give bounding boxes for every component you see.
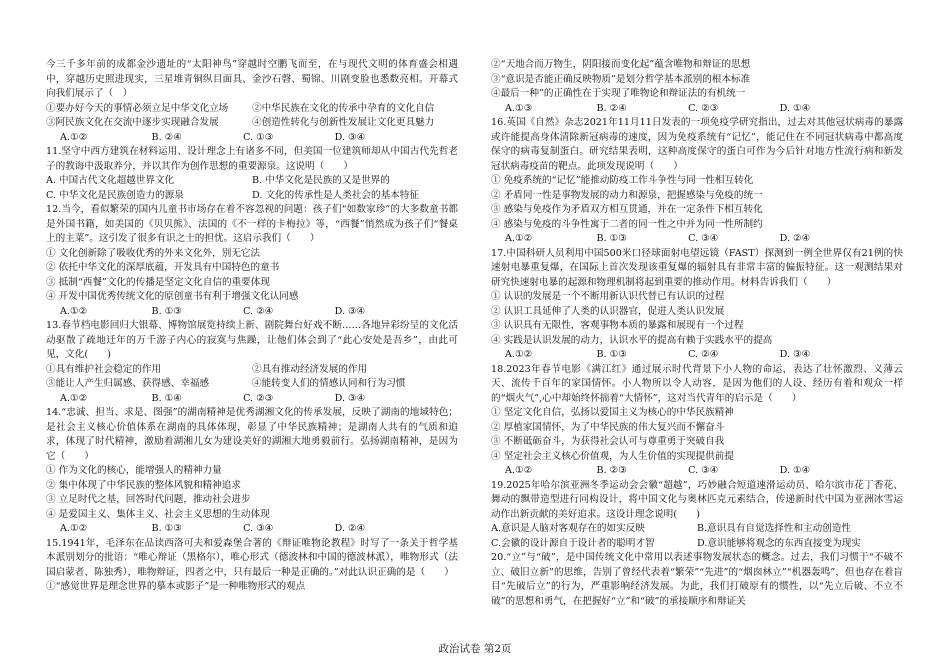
answer-choice: B. ①③: [596, 233, 627, 244]
question-option: D.意识能够将观念的东西直接变为现实: [697, 537, 861, 549]
answer-choices: [491, 232, 903, 247]
answer-choices: [46, 305, 458, 320]
option-row: [46, 189, 458, 204]
question-option: ② 厚植家国情怀，为了中华民族的伟大复兴而不懈奋斗: [491, 421, 725, 433]
question-option: ④ 感染与免疫的斗争性寓于二者的同一性之中并为同一性所制约: [491, 218, 763, 230]
question-option: ① 文化创新除了吸收优秀的外来文化外，别无它法: [46, 247, 261, 259]
question-option: D. 文化的传承性是人类社会的基本特征: [252, 189, 419, 201]
question-block: [491, 116, 903, 247]
answer-choice: A.①②: [60, 523, 88, 534]
question-stem: 20.“立”与“破”，是中国传统文化中常用以表述事物发展状态的概念。过去，我们习惯于“不破不立、破旧立新”的思维，告别了曾经代表着“繁荣”“先进”的“烟囱林立”“机器轰鸣”，但也存在着盲目“先破后立”的行为，严重影响经济发展。为此，我们打破原有的惯性，以“先立后破、不立不破”的思想和勇气，在把握好“立”和“破”的承接顺序和辩证关: [491, 552, 903, 607]
answer-choice: C. ②③: [688, 102, 719, 114]
answer-choices: [46, 392, 458, 407]
question-option: ② 矛盾同一性是事物发展的动力和源泉，把握感染与免疫的统一: [491, 189, 763, 201]
answer-choice: A.①②: [505, 349, 533, 360]
question-option: ② 集中体现了中华民族的整体风貌和精神追求: [46, 479, 241, 491]
question-option: ③ 不断砥砺奋斗，为获得社会认可与尊重勇于突破自我: [491, 436, 725, 447]
question-option: A.意识是人脑对客观存在的如实反映: [491, 523, 645, 534]
answer-choice: A.①③: [505, 102, 533, 114]
page-footer: 政治试卷 第2页: [438, 643, 512, 655]
question-option: ④最后一种”的正确性在于实现了唯物论和辩证法的有机统一: [491, 88, 746, 99]
question-option: ②具有推动经济发展的作用: [252, 363, 368, 375]
question-option: ④ 开发中国优秀传统文化的原创童书有利于增强文化认同感: [46, 291, 299, 302]
question-option: ③ 抵制“西餐”文化的传播是坚定文化自信的重要体现: [46, 276, 270, 288]
answer-choices: [491, 102, 903, 117]
answer-choice: D. ①④: [779, 102, 811, 114]
option-row: [46, 377, 458, 392]
question-stem: 11.坚守中西方建筑在材料运用、设计理念上有诸多不同，但美国一位建筑师却从中国古代先哲老子的教诲中汲取养分，并以其作为创作思想的重要源泉。这说明（ ）: [46, 146, 458, 172]
answer-choice: D. ③④: [779, 349, 811, 360]
question-option: ①要办好今天的事情必须立足中华文化立场: [46, 102, 229, 114]
question-block: [46, 145, 458, 203]
answer-choice: B. ①③: [151, 523, 182, 534]
question-block: [46, 319, 458, 406]
question-option: ① 认识的发展是一个不断用新认识代替已有认识的过程: [491, 291, 725, 302]
question-stem: 19.2025年哈尔滨亚洲冬季运动会会徽“超越”，巧妙融合短道速滑运动员、哈尔滨市花丁香花、舞动的飘带造型进行同构设计，将中国文化与奥林匹克元素结合，传递新时代中国为亚洲冰雪运动作出新贡献的美好追求。这设计理念说明( ): [491, 479, 903, 520]
question-option: ④ 坚定社会主义核心价值观，为人生价值的实现提供前提: [491, 450, 734, 462]
question-option: ① 作为文化的核心，能增强人的精神力量: [46, 465, 222, 476]
question-stem: 17.中国科研人员利用中国500米口径球面射电望远镜（FAST）探测到一例全世界仅有21例的快速射电暴重复爆，在国际上首次发现该重复爆的辐射具有非常丰富的偏振特征。这一观测结果对研究快速射电暴的起源和物理机制将起到重要的推动作用。材料告诉我们（ ）: [491, 247, 903, 288]
option-row: [46, 174, 458, 189]
question-option: ④能转变人们的情感认同和行为习惯: [252, 378, 406, 389]
answer-choice: B. ②④: [151, 131, 182, 143]
question-option: ④ 是爱国主义、集体主义、社会主义思想的生动体现: [46, 508, 270, 520]
answer-choice: D. ③④: [334, 305, 366, 317]
question-option: C. 中华文化是民族创造力的源泉: [46, 189, 184, 201]
question-option: ①“感觉世界是理念世界的摹本或影子”是一种唯物形式的观点: [46, 581, 306, 592]
question-block: [46, 406, 458, 537]
question-stem: 14.“忠诚、担当、求是、图强”的湖南精神是优秀湖湘文化的传承发展，反映了湖南的地域特色；是社会主义核心价值体系在湖南的具体体现，彰显了中华民族精神；是湖南人共有的气质和追求，体现了时代精神，激励着湖湘儿女为建设美好的湖湘大地勇毅前行。弘扬湖南精神，是因为它（ ）: [46, 407, 458, 462]
option-row: [491, 522, 903, 537]
answer-choices: [46, 131, 458, 146]
question-option: ②“天地合而万物生，阴阳接而变化起”蕴含唯物和辩证的思想: [491, 59, 751, 70]
answer-choices: [491, 348, 903, 363]
question-option: ② 认识工具延伸了人类的认识器官，促进人类认识发展: [491, 305, 725, 317]
question-option: ③阿民族文化在交流中逐步实现融合发展: [46, 117, 219, 128]
answer-choice: A.①②: [60, 392, 88, 404]
answer-choice: D. ③④: [334, 131, 366, 143]
answer-choice: C. ②④: [688, 349, 719, 360]
question-block: [46, 537, 458, 595]
question-option: ③ 感染与免疫作为矛盾双方相互贯通，并在一定条件下相互转化: [491, 204, 763, 215]
question-block: [491, 247, 903, 363]
answer-choice: B. ②④: [596, 102, 627, 114]
option-row: [46, 116, 458, 131]
answer-choices: [46, 522, 458, 537]
question-option: ③ 认识具有无限性，客观事物本质的暴露和展现有一个过程: [491, 320, 744, 331]
question-option: ②中华民族在文化的传承中孕育的文化自信: [252, 102, 435, 114]
question-option: A. 中国古代文化超越世界文化: [46, 175, 175, 186]
answer-choice: D. ②④: [779, 233, 811, 244]
answer-choice: C. ②③: [243, 392, 274, 404]
question-option: B. 中华文化是民族的又是世界的: [252, 175, 390, 186]
answer-choice: B. ①③: [596, 349, 627, 360]
question-option: ③能让人产生归属感、获得感、幸福感: [46, 378, 210, 389]
right-column: [491, 58, 903, 609]
answer-choice: C. ①③: [243, 131, 274, 143]
answer-choices: [491, 464, 903, 479]
answer-choice: B. ①④: [151, 392, 182, 404]
answer-choice: A.①②: [505, 233, 533, 244]
option-row: [46, 363, 458, 378]
question-option: ① 免疫系统的“记忆”能推动防疫工作斗争性与同一性相互转化: [491, 175, 754, 186]
answer-choice: C. ②④: [243, 305, 274, 317]
answer-choice: A.①②: [60, 305, 88, 317]
option-row: [46, 102, 458, 117]
question-block: [491, 479, 903, 552]
question-stem: 今三千多年前的成都金沙遗址的“太阳神鸟”穿越时空鹏飞而至，在与现代文明的体育盛会相遇中，穿越历史照进现实，三星堆青铜纵目面具、金沙石磬、蜀锦、川剧变脸也悉数亮相。开幕式向我们展示了（ ）: [46, 59, 458, 99]
question-option: ①具有维护社会稳定的作用: [46, 363, 162, 375]
answer-choice: C. ③④: [688, 233, 719, 244]
answer-choice: D. ③④: [334, 392, 366, 404]
answer-choice: B. ①③: [151, 305, 182, 317]
option-row: [491, 537, 903, 552]
question-option: ① 坚定文化自信，弘扬以爱国主义为核心的中华民族精神: [491, 407, 734, 418]
question-block: [46, 58, 458, 145]
answer-choice: A.①②: [60, 131, 88, 143]
answer-choice: D. ②④: [334, 523, 366, 534]
answer-choice: D. ①④: [779, 465, 811, 476]
question-option: ③ 立足时代之基，回答时代问题，推动社会进步: [46, 494, 251, 505]
answer-choice: B. ②③: [596, 465, 627, 476]
question-stem: 12.当今，看似繁荣的国内儿童书市场存在着不容忽视的问题：孩子们“如数家珍”的大多数童书都是外国书籍，如美国的《贝贝熊》、法国的《不一样的卡梅拉》等，“西餐”悄然成为孩子们“餐桌上的主菜”。这引发了很多有识之士的担忧。这启示我们（ ）: [46, 204, 458, 244]
question-block: [491, 363, 903, 479]
answer-choice: C. ③④: [688, 465, 719, 476]
question-stem: 18.2023年春节电影《满江红》通过展示时代背景下小人物的命运，表达了壮怀激烈、义薄云天、流传千百年的家国情怀。小人物所以令人动容，是因为他们的人设、经历有着和观众一样的“烟火气”,心中却始终怀揣着“大情怀”，这对当代青年的启示是（ ）: [491, 363, 903, 404]
question-stem: 16.英国《自然》杂志2021年11月11日发表的一项免疫学研究指出，过去对其他冠状病毒的暴露或许能提高身体清除新冠病毒的速度，因为免疫系统有“记忆”，能记住在不同冠状病毒中都高度保守的病毒复制蛋白。研究结果表明，这种高度保守的蛋白可作为今后针对地方性流行病和新发冠状病毒疫苗的靶点。此项发现说明（ ）: [491, 117, 903, 172]
question-option: B.意识具有自觉选择性和主动创造性: [697, 523, 852, 534]
answer-choice: A.①②: [505, 465, 533, 476]
question-block: [491, 551, 903, 609]
question-stem: 15.1941年，毛泽东在品读西洛可夫和爱森堡合著的《辩证唯物论教程》时写了一条关于哲学基本派别划分的批语：“唯心辩证（黑格尔），唯心形式（德波林和中国的德波林派），唯物形式（法国启蒙者、陈独秀），唯物辩证，四者之中，只有最后一种是正确的。”对此认识正确的是（ ）: [46, 537, 458, 578]
question-option: ② 依托中华文化的深厚底蕴，开发具有中国特色的童书: [46, 262, 280, 273]
question-block: [491, 58, 903, 116]
question-option: ③“意识是否能正确反映物质”是划分哲学基本派别的根本标准: [491, 73, 751, 85]
question-option: ④创造性转化与创新性发展让文化更具魅力: [252, 117, 435, 128]
left-column: [46, 58, 458, 595]
question-block: [46, 203, 458, 319]
answer-choice: C. ③④: [243, 523, 274, 534]
question-option: C.会徽的设计源自于设计者的聪明才智: [491, 537, 655, 549]
question-stem: 13.春节档电影回归大银幕、博物馆展览持续上新、剧院舞台好戏不断……各地异彩纷呈的文化活动驱散了疏地迁年的万千游子内心的寂寞与焦躁，让他们体会到了“此心安处是吾乡”，由此可见，文化( ): [46, 320, 458, 360]
question-option: ④ 实践是认识发展的动力，认识水平的提高有赖于实践水平的提高: [491, 334, 773, 346]
